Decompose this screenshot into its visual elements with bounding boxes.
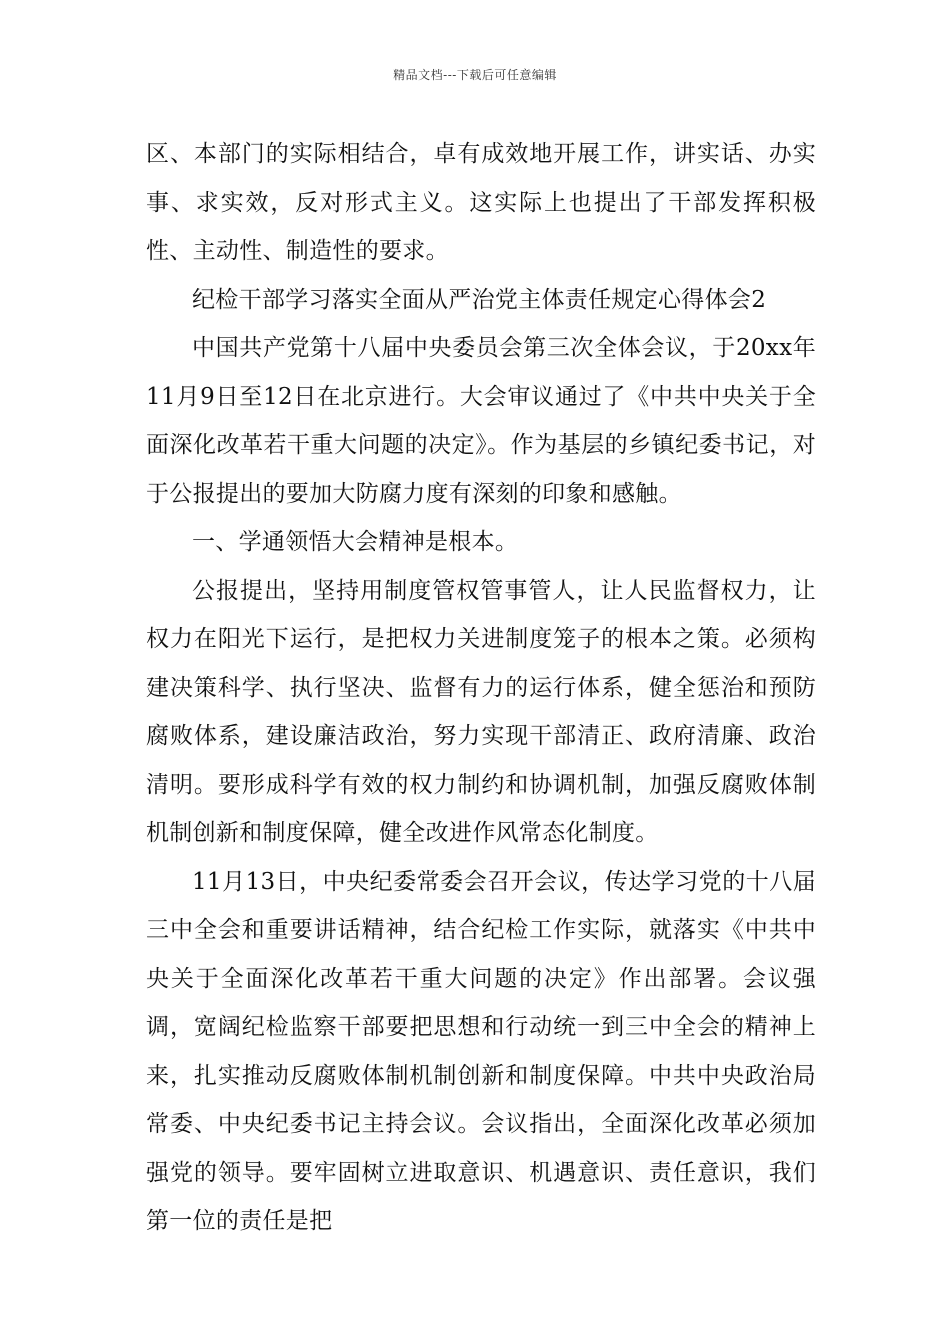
paragraph: 中国共产党第十八届中央委员会第三次全体会议，于20xx年11月9日至12日在北京进行。大会审议通过了《中共中央关于全面深化改革若干重大问题的决定》。作为基层的乡镇纪委书记，对于公报提出的要加大防腐力度有深刻的印象和感触。 xyxy=(146,335,816,507)
paragraph-continuation: 区、本部门的实际相结合，卓有成效地开展工作，讲实话、办实事、求实效，反对形式主义。这实际上也提出了干部发挥积极性、主动性、制造性的要求。 xyxy=(146,141,816,264)
document-body xyxy=(146,130,816,1246)
subheading: 一、学通领悟大会精神是根本。 xyxy=(192,529,519,555)
page-header: 精品文档---下载后可任意编辑 xyxy=(393,68,557,82)
section-title: 纪检干部学习落实全面从严治党主体责任规定心得体会2 xyxy=(192,286,767,313)
paragraph: 公报提出，坚持用制度管权管事管人，让人民监督权力，让权力在阳光下运行，是把权力关进制度笼子的根本之策。必须构建决策科学、执行坚决、监督有力的运行体系，健全惩治和预防腐败体系，建设廉洁政治，努力实现干部清正、政府清廉、政治清明。要形成科学有效的权力制约和协调机制，加强反腐败体制机制创新和制度保障，健全改进作风常态化制度。 xyxy=(146,577,816,846)
paragraph: 11月13日，中央纪委常委会召开会议，传达学习党的十八届三中全会和重要讲话精神，结合纪检工作实际，就落实《中共中央关于全面深化改革若干重大问题的决定》作出部署。会议强调，宽阔纪检监察干部要把思想和行动统一到三中全会的精神上来，扎实推动反腐败体制机制创新和制度保障。中共中央政治局常委、中央纪委书记主持会议。会议指出，全面深化改革必须加强党的领导。要牢固树立进取意识、机遇意识、责任意识，我们第一位的责任是把 xyxy=(146,868,816,1234)
